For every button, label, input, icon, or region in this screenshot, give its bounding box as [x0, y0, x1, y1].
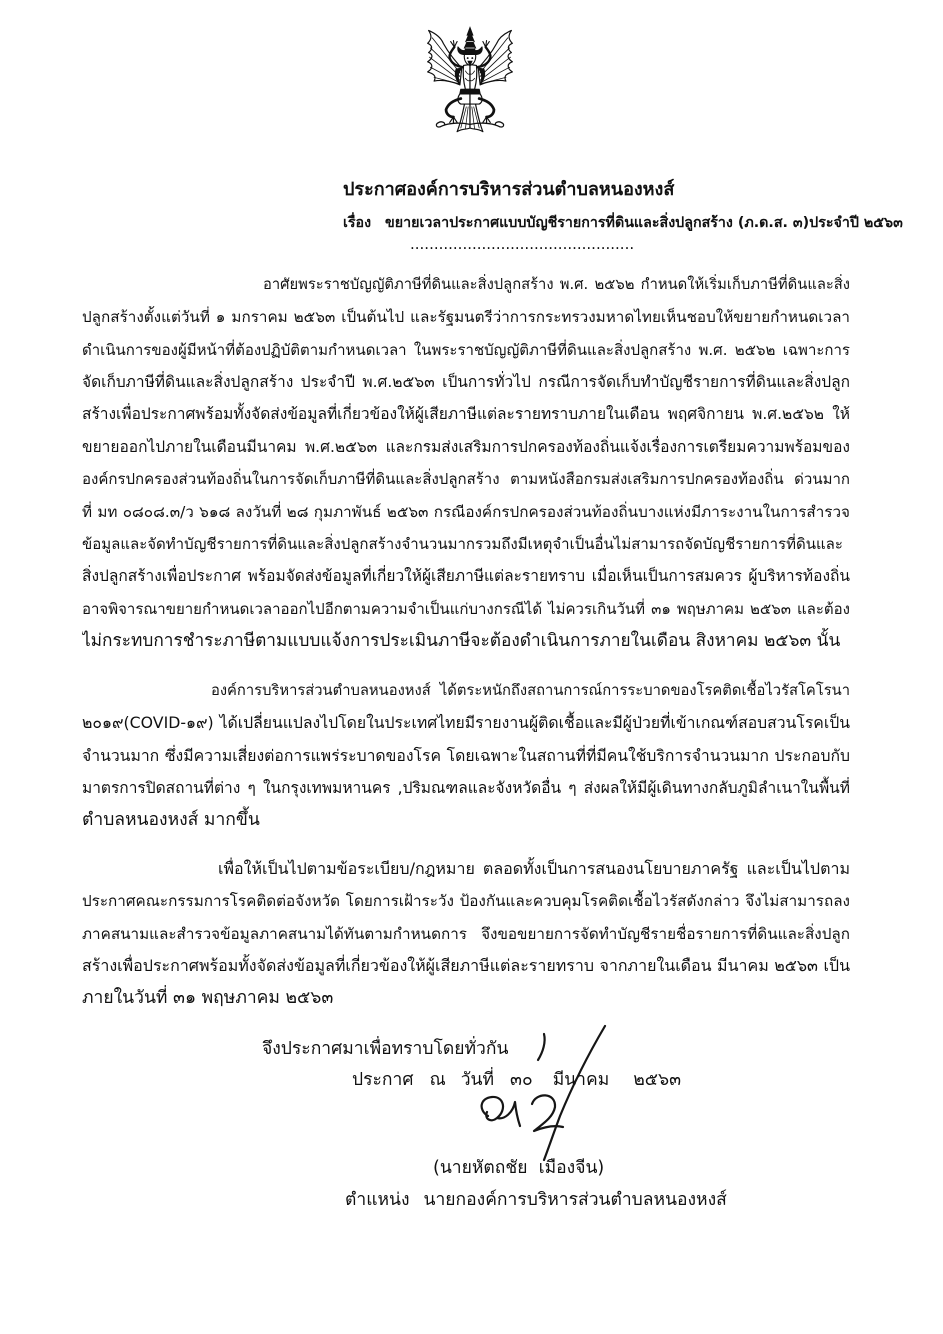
- signature-loop-stroke: [482, 1097, 520, 1126]
- date-day: ๓๐: [510, 1070, 533, 1090]
- paragraph-3: [82, 853, 850, 1015]
- position-label: ตำแหน่ง: [345, 1190, 410, 1210]
- paragraph-line: ประกาศคณะกรรมการโรคติดต่อจังหวัด โดยการเฝ้าระวัง ป้องกันและควบคุมโรคติดเชื้อไวรัสดังกล่าว จึงไม่สามารถลง: [82, 892, 850, 911]
- paragraph-line: จำนวนมาก ซึ่งมีความเสี่ยงต่อการแพร่ระบาดของโรค โดยเฉพาะในสถานที่ที่มีคนใช้บริการจำนวนมาก ประกอบกับ: [82, 745, 850, 765]
- paragraph-line: ตำบลหนองหงส์ มากขึ้น: [82, 810, 260, 831]
- date-at: ณ: [429, 1070, 446, 1090]
- subject-text: ขยายเวลาประกาศแบบบัญชีรายการที่ดินและสิ่งปลูกสร้าง (ภ.ด.ส. ๓)ประจำปี ๒๕๖๓: [385, 215, 903, 231]
- paragraph-line: ปลูกสร้างตั้งแต่วันที่ ๑ มกราคม ๒๕๖๓ เป็นต้นไป และรัฐมนตรีว่าการกระทรวงมหาดไทยเห็นชอบให้ขยายกำหนดเวลา: [82, 308, 850, 327]
- signatory-position: [345, 1184, 905, 1216]
- paragraph-line: ๒๐๑๙(COVID-๑๙) ได้เปลี่ยนแปลงไปโดยในประเทศไทยมีรายงานผู้ติดเชื้อและมีผู้ป่วยที่เข้าเกณฑ์สอบสวนโรคเป็น: [82, 713, 850, 733]
- paragraph-2: [82, 675, 850, 837]
- garuda-right-half: [470, 30, 512, 131]
- paragraph-line: ที่ มท ๐๘๐๘.๓/ว ๖๑๘ ลงวันที่ ๒๘ กุมภาพันธ์ ๒๕๖๓ กรณีองค์กรปกครองส่วนท้องถิ่นบางแห่งมีภาระงานในการสำรวจ: [82, 502, 850, 521]
- signature-long-stroke: [544, 1026, 605, 1160]
- paragraph-line: สิ่งปลูกสร้างเพื่อประกาศ พร้อมจัดส่งข้อมูลที่เกี่ยวให้ผู้เสียภาษีแต่ละรายทราบ เมื่อเห็นเป็นการสมควร ผู้บริหารท้องถิ่น: [82, 567, 850, 586]
- subject-label: เรื่อง: [343, 215, 372, 231]
- garuda-left-half: [428, 30, 470, 131]
- signature-curl-stroke: [532, 1095, 563, 1131]
- date-month: มีนาคม: [552, 1070, 610, 1090]
- signature-tick-stroke: [538, 1034, 545, 1060]
- paragraph-line: มาตรการปิดสถานที่ต่าง ๆ ในกรุงเทพมหานคร ,ปริมณฑลและจังหวัดอื่น ๆ ส่งผลให้มีผู้เดินทางกลับภูมิลำเนาในพื้นที่: [82, 778, 850, 797]
- page-title: ประกาศองค์การบริหารส่วนตำบลหนองหงส์: [343, 179, 675, 200]
- paragraph-line: ไม่กระทบการชำระภาษีตามแบบแจ้งการประเมินภาษีจะต้องดำเนินการภายในเดือน สิงหาคม ๒๕๖๓ นั้น: [82, 631, 841, 652]
- paragraph-line: องค์การบริหารส่วนตำบลหนองหงส์ ได้ตระหนักถึงสถานการณ์การระบาดของโรคติดเชื้อไวรัสโคโรนา: [211, 681, 850, 699]
- title-divider: ...............................................: [410, 235, 635, 253]
- date-label: ประกาศ: [352, 1070, 414, 1090]
- date-day-label: วันที่: [460, 1070, 495, 1090]
- position-title: นายกองค์การบริหารส่วนตำบลหนองหงส์: [423, 1190, 727, 1210]
- garuda-emblem-icon: [424, 24, 516, 140]
- paragraph-1: [82, 269, 850, 658]
- paragraph-line: ภายในวันที่ ๓๑ พฤษภาคม ๒๕๖๓: [82, 988, 334, 1009]
- paragraph-line: อาจพิจารณาขยายกำหนดเวลาออกไปอีกตามความจำเป็นแก่บางกรณีได้ ไม่ควรเกินวันที่ ๓๑ พฤษภาคม ๒๕๖๓ และต้อง: [82, 599, 850, 618]
- paragraph-line: จัดเก็บภาษีที่ดินและสิ่งปลูกสร้าง ประจำปี พ.ศ.๒๕๖๓ เป็นการทั่วไป กรณีการจัดเก็บทำบัญชีรายการที่ดินและสิ่งปลูก: [82, 372, 850, 391]
- paragraph-line: องค์กรปกครองส่วนท้องถิ่นในการจัดเก็บภาษีที่ดินและสิ่งปลูกสร้าง ตามหนังสือกรมส่งเสริมการปกครองท้องถิ่น ด่วนมาก: [82, 470, 850, 489]
- handwritten-signature-icon: [460, 1020, 620, 1170]
- paragraph-line: ภาคสนามและสำรวจข้อมูลภาคสนามได้ทันตามกำหนดการ จึงขอขยายการจัดทำบัญชีรายชื่อรายการที่ดินและสิ่งปลูก: [82, 924, 850, 943]
- paragraph-line: เพื่อให้เป็นไปตามข้อระเบียบ/กฎหมาย ตลอดทั้งเป็นการสนองนโยบายภาครัฐ และเป็นไปตาม: [218, 858, 850, 878]
- subject-line: [343, 210, 903, 236]
- paragraph-line: ดำเนินการของผู้มีหน้าที่ต้องปฏิบัติตามกำหนดเวลา ในพระราชบัญญัติภาษีที่ดินและสิ่งปลูกสร้าง พ.ศ. ๒๕๖๒ เฉพาะการ: [82, 340, 850, 359]
- garuda-head: [464, 28, 477, 66]
- closing-statement: จึงประกาศมาเพื่อทราบโดยทั่วกัน: [262, 1039, 509, 1059]
- paragraph-line: อาศัยพระราชบัญญัติภาษีที่ดินและสิ่งปลูกสร้าง พ.ศ. ๒๕๖๒ กำหนดให้เริ่มเก็บภาษีที่ดินและสิ่ง: [263, 275, 850, 293]
- signatory-name: (นายหัตถชัย เมืองจีน): [433, 1158, 605, 1178]
- date-year: ๒๕๖๓: [633, 1070, 682, 1090]
- paragraph-line: สร้างเพื่อประกาศพร้อมทั้งจัดส่งข้อมูลที่เกี่ยวข้องให้ผู้เสียภาษีแต่ละรายทราบ จากภายในเดือน มีนาคม ๒๕๖๓ เป็น: [82, 955, 850, 975]
- paragraph-line: ข้อมูลและจัดทำบัญชีรายการที่ดินและสิ่งปลูกสร้างจำนวนมากรวมถึงมีเหตุจำเป็นอื่นไม่สามารถจัดบัญชีรายการที่ดินและ: [82, 534, 843, 553]
- paragraph-line: ขยายออกไปภายในเดือนมีนาคม พ.ศ.๒๕๖๓ และกรมส่งเสริมการปกครองท้องถิ่นแจ้งเรื่องการเตรียมความพร้อมของ: [82, 437, 850, 456]
- paragraph-line: สร้างเพื่อประกาศพร้อมทั้งจัดส่งข้อมูลที่เกี่ยวข้องให้ผู้เสียภาษีแต่ละรายทราบภายในเดือน พฤศจิกายน พ.ศ.๒๕๖๒ ให้: [82, 405, 850, 424]
